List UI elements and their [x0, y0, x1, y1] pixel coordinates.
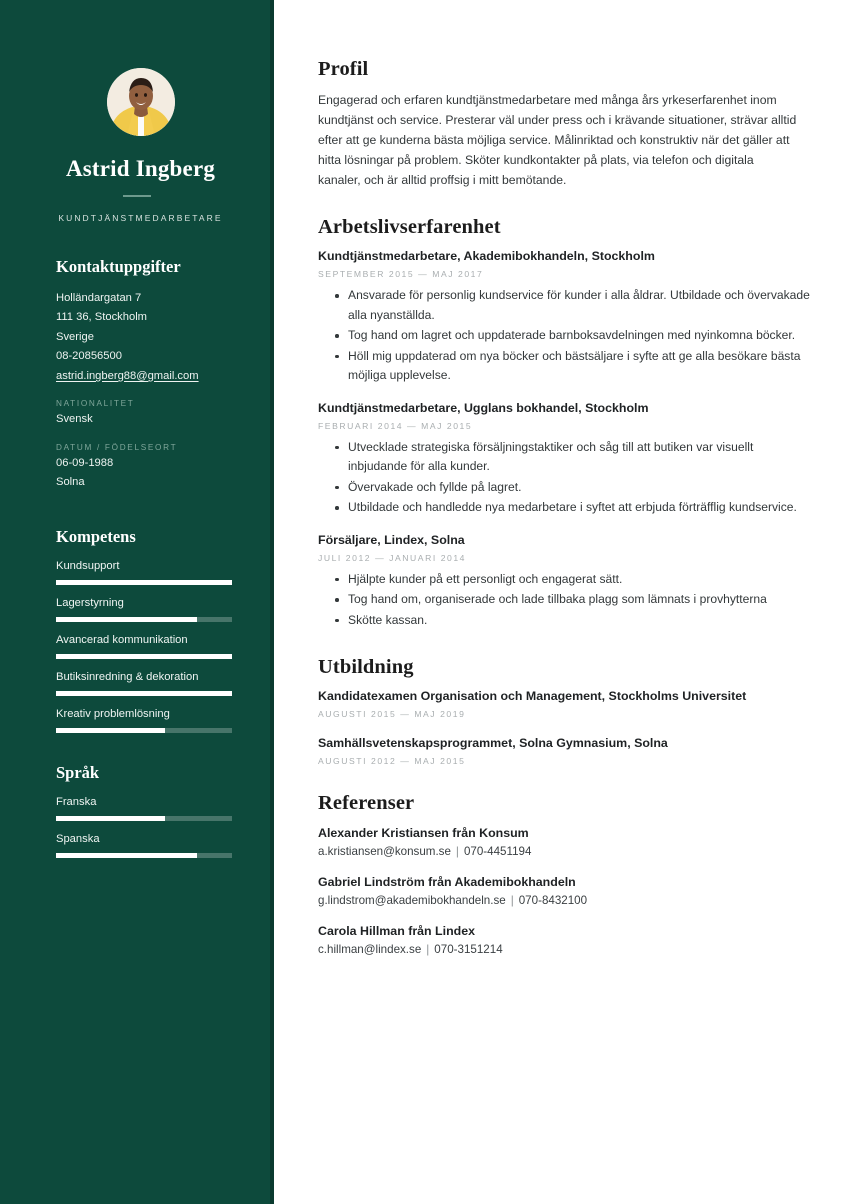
skill-level-bar: [56, 691, 232, 696]
skill-level-bar: [56, 580, 232, 585]
language-level-bar: [56, 853, 232, 858]
experience-bullet-list: [318, 570, 810, 631]
experience-bullet-list: [318, 438, 810, 518]
language-level-fill: [56, 816, 165, 821]
education-title: Samhällsvetenskapsprogrammet, Solna Gymnasium, Solna: [318, 736, 668, 750]
main-content: [274, 0, 852, 1204]
education-list: [318, 688, 810, 766]
skill-item: [56, 670, 232, 696]
reference-entry: [318, 873, 810, 907]
skill-level-fill: [56, 728, 165, 733]
languages-list: [56, 795, 232, 858]
language-item: [56, 795, 232, 821]
experience-bullet: Höll mig uppdaterad om nya böcker och bästsäljare i syfte att ge alla besökare bästa möjliga upplevelse.: [348, 347, 810, 386]
skills-list: [56, 559, 232, 733]
education-date: AUGUSTI 2012 — MAJ 2015: [318, 756, 466, 766]
sidebar: [0, 0, 274, 1204]
education-heading: Utbildning: [318, 656, 414, 678]
avatar: [107, 68, 175, 136]
reference-phone: 070-4451194: [463, 845, 532, 858]
skill-label: Avancerad kommunikation: [56, 633, 188, 646]
experience-bullet: Utbildade och handledde nya medarbetare i syftet att erbjuda förträfflig kundservice.: [348, 498, 810, 518]
skill-level-fill: [56, 691, 232, 696]
experience-title: Försäljare, Lindex, Solna: [318, 532, 465, 547]
reference-entry: [318, 824, 810, 858]
language-item: [56, 832, 232, 858]
skill-label: Kundsupport: [56, 559, 120, 572]
contact-address-city: 111 36, Stockholm: [56, 311, 148, 324]
skill-label: Lagerstyrning: [56, 596, 124, 609]
education-entry: [318, 688, 810, 719]
sidebar-edge-stripe: [270, 0, 274, 1204]
skill-label: Kreativ problemlösning: [56, 707, 170, 720]
experience-entry: [318, 248, 810, 386]
skill-level-fill: [56, 617, 197, 622]
reference-email[interactable]: c.hillman@lindex.se: [318, 943, 422, 956]
language-level-bar: [56, 816, 232, 821]
reference-phone: 070-3151214: [434, 943, 503, 956]
profile-heading: Profil: [318, 58, 369, 80]
nationality-label: NATIONALITET: [56, 399, 135, 409]
skill-item: [56, 633, 232, 659]
experience-bullet: Övervakade och fyllde på lagret.: [348, 478, 810, 498]
contact-address-country: Sverige: [56, 330, 94, 343]
avatar-wrapper: [49, 68, 232, 136]
candidate-name: Astrid Ingberg: [65, 156, 216, 181]
reference-name: Alexander Kristiansen från Konsum: [318, 826, 529, 840]
reference-email[interactable]: a.kristiansen@konsum.se: [318, 845, 451, 858]
skills-heading: Kompetens: [56, 526, 136, 546]
portrait-photo-icon: [107, 68, 175, 136]
language-level-fill: [56, 853, 197, 858]
contact-address-street: Holländargatan 7: [56, 291, 142, 304]
experience-date: JULI 2012 — JANUARI 2014: [318, 552, 467, 563]
skill-level-fill: [56, 654, 232, 659]
education-date: AUGUSTI 2015 — MAJ 2019: [318, 709, 466, 719]
skill-level-bar: [56, 654, 232, 659]
experience-bullet: Ansvarade för personlig kundservice för kunder i alla åldrar. Utbildade och övervakade alla nyanställda.: [348, 286, 810, 325]
experience-bullet: Hjälpte kunder på ett personligt och engagerat sätt.: [348, 570, 810, 590]
birth-date: 06-09-1988: [56, 456, 114, 469]
birth-place: Solna: [56, 476, 85, 489]
reference-contact: [318, 845, 810, 858]
languages-heading: Språk: [56, 762, 100, 782]
skill-item: [56, 559, 232, 585]
reference-name: Gabriel Lindström från Akademibokhandeln: [318, 875, 576, 889]
experience-heading: Arbetslivserfarenhet: [318, 216, 501, 238]
experience-date: SEPTEMBER 2015 — MAJ 2017: [318, 269, 484, 279]
skill-level-fill: [56, 580, 232, 585]
reference-separator: |: [426, 943, 430, 956]
references-heading: Referenser: [318, 792, 415, 814]
experience-list: [318, 248, 810, 630]
education-title: Kandidatexamen Organisation och Management, Stockholms Universitet: [318, 689, 747, 703]
skill-item: [56, 707, 232, 733]
reference-phone: 070-8432100: [518, 894, 588, 907]
experience-title: Kundtjänstmedarbetare, Akademibokhandeln, Stockholm: [318, 249, 655, 263]
experience-bullet-list: [318, 286, 810, 386]
reference-contact: [318, 943, 810, 956]
contact-heading: Kontaktuppgifter: [56, 256, 181, 276]
reference-entry: [318, 922, 810, 956]
language-label: Spanska: [56, 832, 100, 845]
language-label: Franska: [56, 795, 97, 808]
experience-bullet: Skötte kassan.: [348, 611, 810, 631]
reference-separator: |: [455, 845, 459, 858]
skill-level-bar: [56, 617, 232, 622]
contact-phone: 08-20856500: [56, 350, 122, 363]
reference-contact: [318, 894, 810, 907]
reference-email[interactable]: g.lindstrom@akademibokhandeln.se: [318, 894, 506, 907]
skill-label: Butiksinredning & dekoration: [56, 670, 199, 683]
skill-level-bar: [56, 728, 232, 733]
experience-entry: [318, 532, 810, 631]
experience-bullet: Tog hand om, organiserade och lade tillbaka plagg som lämnats i provhytterna: [348, 590, 810, 610]
nationality-value: Svensk: [56, 413, 93, 426]
reference-separator: |: [510, 894, 514, 907]
reference-name: Carola Hillman från Lindex: [318, 924, 475, 938]
contact-email-link[interactable]: astrid.ingberg88@gmail.com: [56, 369, 199, 382]
experience-bullet: Utvecklade strategiska försäljningstaktiker och såg till att butiken var visuellt inbjudande för alla kunder.: [348, 438, 810, 477]
birth-label: DATUM / FÖDELSEORT: [56, 442, 178, 452]
name-divider: [123, 195, 151, 197]
references-list: [318, 824, 810, 956]
experience-date: FEBRUARI 2014 — MAJ 2015: [318, 420, 473, 431]
profile-text: Engagerad och erfaren kundtjänstmedarbetare med många års yrkeserfarenhet inom kundtjänst och service. Presterar väl under press och i krävande situationer, strävar alltid efter att ge kunderna bästa möjliga service. Målinriktad och konstruktiv när det gäller att hitta lösningar på problem. Sköter kundkontakter på plats, via telefon och digitala kanaler, och är alltid proffsig i mitt bemötande.: [318, 93, 797, 187]
job-title: KUNDTJÄNSTMEDARBETARE: [58, 212, 223, 223]
experience-title: Kundtjänstmedarbetare, Ugglans bokhandel, Stockholm: [318, 400, 649, 415]
education-entry: [318, 735, 810, 766]
skill-item: [56, 596, 232, 622]
experience-entry: [318, 400, 810, 518]
experience-bullet: Tog hand om lagret och uppdaterade barnboksavdelningen med nyinkomna böcker.: [348, 326, 810, 346]
